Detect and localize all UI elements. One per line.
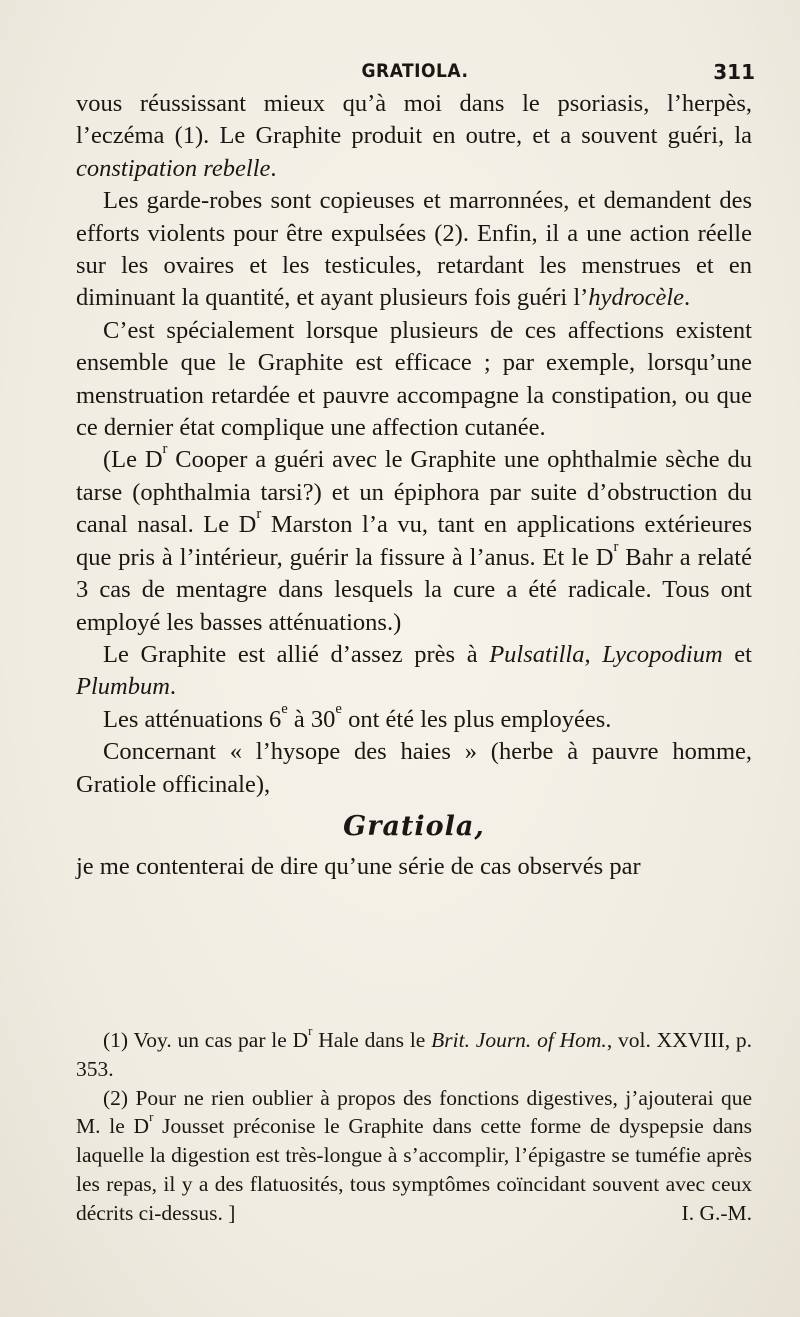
superscript: r xyxy=(308,1024,313,1038)
superscript: r xyxy=(256,506,262,523)
text-run: Les garde-robes sont copieuses et marronnées, et demandent des efforts violents pour être expulsées (2). Enfin, il a une action réelle sur les ovaires et les testicules, retardant les menstrues et en diminuant la quantité, et ayant plusieurs fois guéri l’ xyxy=(76,187,752,312)
text-run: C’est spécialement lorsque plusieurs de ces affections existent ensemble que le Graphite est efficace ; par exemple, lorsqu’une menstruation retardée et pauvre accompagne la constipation, ou que ce dernier état complique une affection cutanée. xyxy=(76,316,752,442)
footnote-signature: I. G.-M. xyxy=(681,1200,752,1225)
paragraph-5 xyxy=(76,639,752,704)
italic-term: hydrocèle xyxy=(588,284,685,312)
text-run: (Le D xyxy=(103,446,163,474)
text-run: Marston l’a vu, tant en applications extérieures que pris à l’intérieur, guérir la fissure à l’anus. Et le D xyxy=(76,511,752,571)
italic-term: constipation rebelle xyxy=(76,154,271,182)
footnote-2 xyxy=(76,1084,752,1228)
text-run: et xyxy=(722,640,752,668)
superscript: e xyxy=(335,700,342,717)
text-run: Cooper a guéri avec le Graphite une ophthalmie sèche du tarse (ophthalmia tarsi?) et un épiphora par suite d’obstruction du canal nasal. Le D xyxy=(76,446,752,539)
superscript: r xyxy=(162,441,168,458)
text-run: (1) Voy. un cas par le D xyxy=(103,1028,309,1052)
text-run: , xyxy=(584,640,603,668)
text-run: . xyxy=(270,154,277,182)
italic-term: Lycopodium xyxy=(602,640,723,668)
paragraph-6 xyxy=(76,700,752,736)
italic-term: Plumbum xyxy=(76,673,170,701)
superscript: e xyxy=(281,700,288,717)
running-head-title: GRATIOLA. xyxy=(361,60,469,82)
text-run: ont été les plus employées. xyxy=(341,705,612,733)
text-run: Le Graphite est allié d’assez près à xyxy=(103,640,490,668)
page-number: 311 xyxy=(713,60,755,84)
paragraph-1 xyxy=(76,88,752,185)
text-run: à 30 xyxy=(287,705,336,733)
text-run: Jousset préconise le Graphite dans cette forme de dyspepsie dans laquelle la digestion est très-longue à s’accomplir, l’épigastre se tuméfie après les repas, il y a des flatuosités, tous symptômes coïncidant souvent avec ceux décrits ci-dessus. ] xyxy=(76,1114,752,1225)
text-run: vous réussissant mieux qu’à moi dans le psoriasis, l’herpès, l’eczéma (1). Le Graphite produit en outre, et a souvent guéri, la xyxy=(76,90,752,150)
paragraph-4 xyxy=(76,441,752,638)
text-run: Hale dans le xyxy=(312,1028,432,1052)
paragraph-8: je me contenterai de dire qu’une série de cas observés par xyxy=(76,853,641,881)
section-heading: Gratiola, xyxy=(343,810,485,842)
footnote-1 xyxy=(76,1026,752,1084)
paragraph-2 xyxy=(76,185,752,315)
paragraph-3 xyxy=(76,315,752,445)
italic-title: Brit. Journ. of Hom. xyxy=(431,1028,607,1052)
running-head xyxy=(75,52,755,92)
main-text xyxy=(76,88,752,884)
text-run: . xyxy=(684,284,691,312)
italic-term: Pulsatilla xyxy=(489,640,585,668)
text-run: Les atténuations 6 xyxy=(103,705,282,733)
text-run: (2) Pour ne rien oublier à propos des fonctions digestives, j’ajouterai que M. le D xyxy=(76,1085,752,1139)
superscript: r xyxy=(613,538,619,555)
superscript: r xyxy=(149,1110,154,1125)
text-run: . xyxy=(169,673,177,701)
text-run: Bahr a relaté 3 cas de mentagre dans lesquels la cure a été radicale. Tous ont employé les basses atténuations.) xyxy=(76,543,752,636)
text-run: Concernant « l’hysope des haies » (herbe à pauvre homme, Gratiole officinale), xyxy=(76,738,752,798)
paragraph-7 xyxy=(76,736,752,801)
text-run: , vol. XXVIII, p. 353. xyxy=(76,1028,752,1081)
footnotes xyxy=(76,1026,752,1228)
